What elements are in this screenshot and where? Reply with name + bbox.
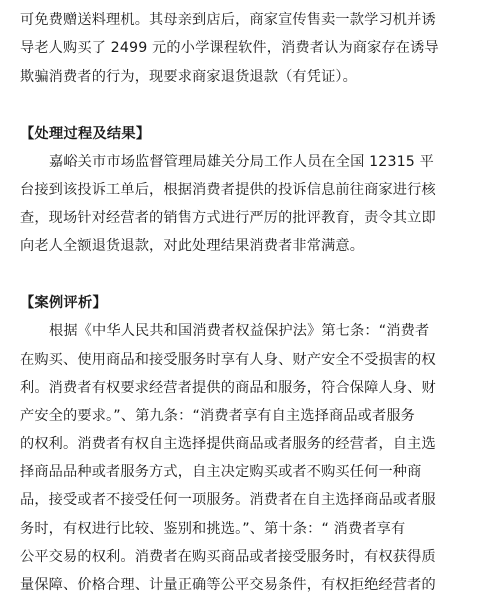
analysis-line-5: 的权利。消费者有权自主选择提供商品或者服务的经营者，自主选: [20, 436, 436, 452]
analysis-line-9: 公平交易的权利。消费者在购买商品或者接受服务时，有权获得质: [20, 549, 436, 565]
analysis-line-7: 品，接受或者不接受任何一项服务。消费者在自主选择商品或者服: [20, 492, 436, 508]
intro-line-3: 欺骗消费者的行为，现要求商家退货退款（有凭证）。: [20, 69, 358, 85]
process-line-1: 嘉峪关市市场监督管理局雄关分局工作人员在全国 12315 平: [49, 154, 434, 170]
process-line-3: 查，现场针对经营者的销售方式进行严厉的批评教育，责令其立即: [20, 210, 436, 226]
section-heading-process: 【处理过程及结果】: [20, 126, 151, 142]
analysis-line-1: 根据《中华人民共和国消费者权益保护法》第七条：“消费者: [49, 323, 430, 339]
section-heading-analysis: 【案例评析】: [20, 295, 107, 311]
intro-line-2: 导老人购买了 2499 元的小学课程软件，消费者认为商家存在诱导: [20, 40, 439, 56]
analysis-line-6: 择商品品种或者服务方式，自主决定购买或者不购买任何一种商: [20, 464, 422, 480]
analysis-line-8: 务时，有权进行比较、鉴别和挑选。”、第十条：“ 消费者享有: [20, 521, 406, 537]
analysis-line-10: 量保障、价格合理、计量正确等公平交易条件，有权拒绝经营者的: [20, 577, 436, 593]
process-line-2: 台接到该投诉工单后，根据消费者提供的投诉信息前往商家进行核: [20, 182, 436, 198]
analysis-line-3: 利。消费者有权要求经营者提供的商品和服务，符合保障人身、财: [20, 380, 436, 396]
process-line-4: 向老人全额退货退款，对此处理结果消费者非常满意。: [20, 238, 365, 254]
intro-line-1: 可免费赠送料理机。其母亲到店后，商家宣传售卖一款学习机并诱: [20, 12, 436, 28]
analysis-line-2: 在购买、使用商品和接受服务时享有人身、财产安全不受损害的权: [20, 352, 436, 368]
analysis-line-4: 产安全的要求。”、第九条：“消费者享有自主选择商品或者服务: [20, 408, 416, 424]
